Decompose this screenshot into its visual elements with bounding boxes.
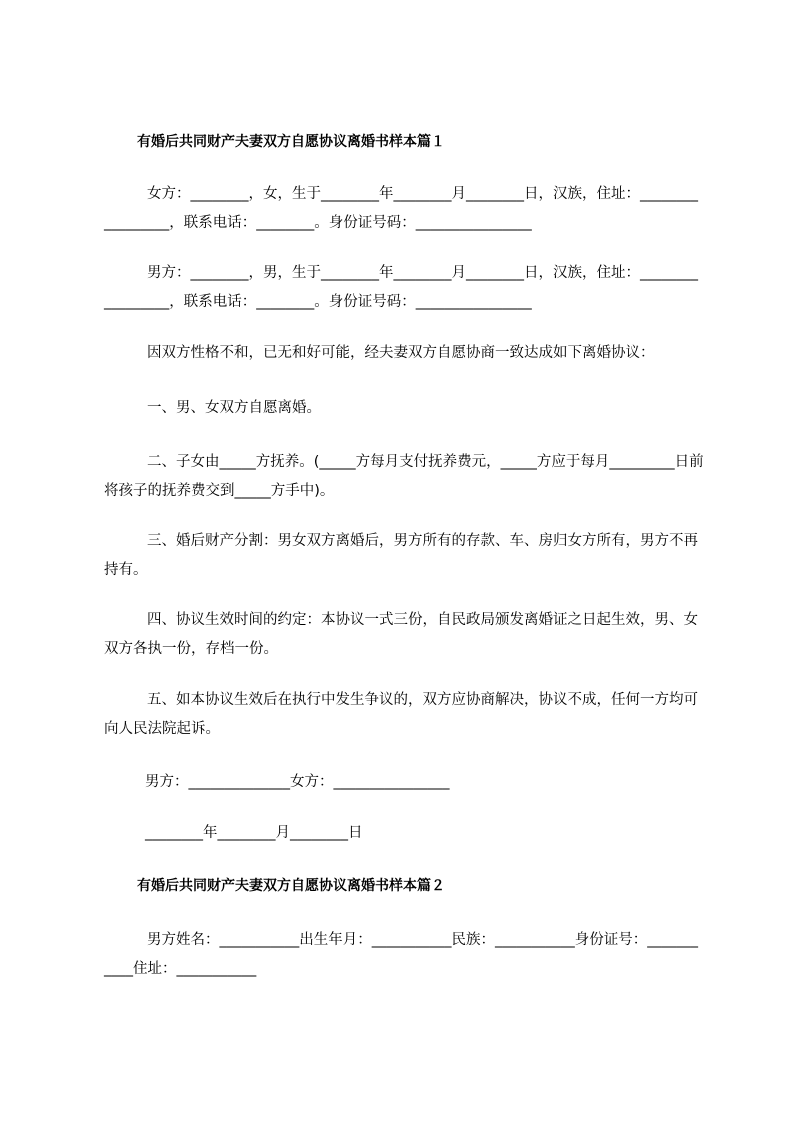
clause-4: 四、协议生效时间的约定：本协议一式三份，自民政局颁发离婚证之日起生效，男、女双方各执一份，存档一份。 — [104, 612, 698, 657]
signature-line: 男方：______________女方：________________ — [145, 774, 450, 790]
female-info-paragraph: 女方：________，女，生于________年________月________日，汉族，住址：_________________，联系电话：________。身份证号码：________________ — [104, 186, 698, 231]
clause-5: 五、如本协议生效后在执行中发生争议的，双方应协商解决，协议不成，任何一方均可向人民法院起诉。 — [104, 692, 698, 737]
section1-title: 有婚后共同财产夫妻双方自愿协议离婚书样本篇１ — [137, 134, 445, 150]
male-fields-paragraph: 男方姓名：___________出生年月：___________民族：___________身份证号：___________住址：___________ — [104, 932, 698, 977]
clause-3: 三、婚后财产分割：男女双方离婚后，男方所有的存款、车、房归女方所有，男方不再持有。 — [104, 533, 698, 578]
clause-1: 一、男、女双方自愿离婚。 — [147, 400, 321, 416]
intro-paragraph: 因双方性格不和，已无和好可能，经夫妻双方自愿协商一致达成如下离婚协议： — [147, 345, 655, 361]
section2-title: 有婚后共同财产夫妻双方自愿协议离婚书样本篇２ — [137, 878, 445, 894]
clause-2: 二、子女由_____方抚养。(_____方每月支付抚养费元，_____方应于每月_________日前将孩子的抚养费交到_____方手中)。 — [104, 454, 704, 499]
male-info-paragraph: 男方：________，男，生于________年________月________日，汉族，住址：_________________，联系电话：________。身份证号码：________________ — [104, 265, 698, 310]
date-line: ________年________月________日 — [145, 825, 363, 841]
